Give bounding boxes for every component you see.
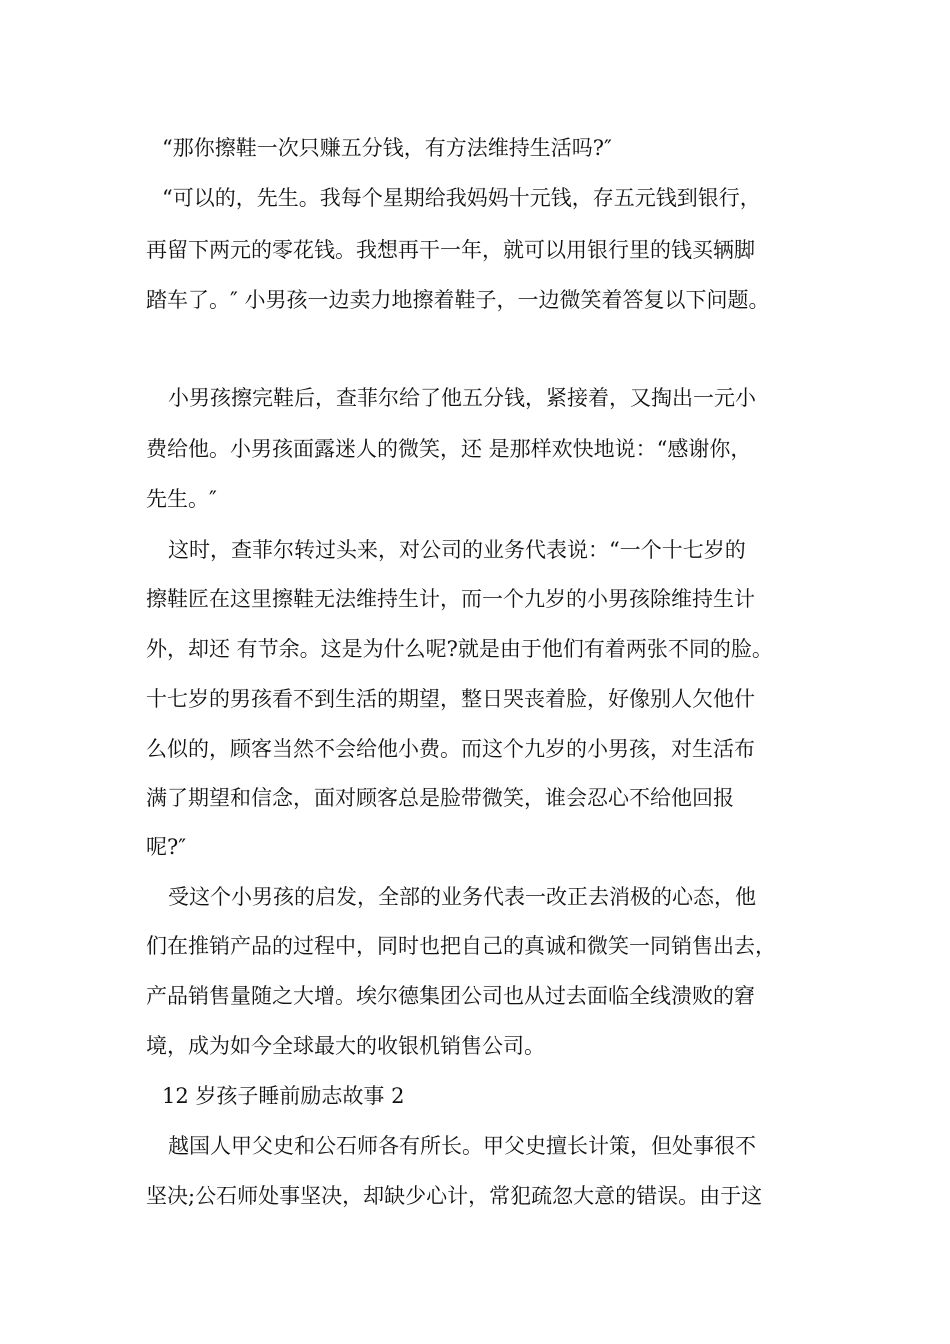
text-line-18: 境，成为如今全球最大的收银机销售公司。 [146,1034,545,1058]
text-line-17: 产品销售量随之大增。埃尔德集团公司也从过去面临全线溃败的窘 [146,984,755,1008]
text-line-1: “那你擦鞋一次只赚五分钱，有方法维持生活吗?″ [162,136,612,160]
text-line-5: 小男孩擦完鞋后，查菲尔给了他五分钱，紧接着，又掏出一元小 [168,386,756,410]
text-line-14: 呢?″ [146,835,187,859]
text-line-15: 受这个小男孩的启发，全部的业务代表一改正去消极的心态，他 [168,885,756,909]
text-line-4: 踏车了。″ 小男孩一边卖力地擦着鞋子，一边微笑着答复以下问题。 [146,288,770,312]
text-line-3: 再留下两元的零花钱。我想再干一年，就可以用银行里的钱买辆脚 [146,238,755,262]
text-line-10: 外，却还 有节余。这是为什么呢?就是由于他们有着两张不同的脸。 [146,637,773,661]
text-line-2: “可以的，先生。我每个星期给我妈妈十元钱，存五元钱到银行， [162,186,761,210]
text-line-20: 越国人甲父史和公石师各有所长。甲父史擅长计策，但处事很不 [168,1134,756,1158]
text-line-13: 满了期望和信念，面对顾客总是脸带微笑，谁会忍心不给他回报 [146,786,734,810]
text-line-8: 这时，查菲尔转过头来，对公司的业务代表说：“一个十七岁的 [168,538,746,562]
text-line-7: 先生。″ [146,487,217,511]
text-line-11: 十七岁的男孩看不到生活的期望，整日哭丧着脸，好像别人欠他什 [146,687,755,711]
section-heading: 12 岁孩子睡前励志故事 2 [162,1084,405,1108]
text-line-9: 擦鞋匠在这里擦鞋无法维持生计，而一个九岁的小男孩除维持生计 [146,587,755,611]
text-line-6: 费给他。小男孩面露迷人的微笑，还 是那样欢快地说：“感谢你， [146,437,752,461]
text-line-12: 么似的，顾客当然不会给他小费。而这个九岁的小男孩，对生活布 [146,737,755,761]
text-line-16: 们在推销产品的过程中，同时也把自己的真诚和微笑一同销售出去， [146,934,776,958]
text-line-21: 坚决;公石师处事坚决，却缺少心计，常犯疏忽大意的错误。由于这 [146,1184,763,1208]
